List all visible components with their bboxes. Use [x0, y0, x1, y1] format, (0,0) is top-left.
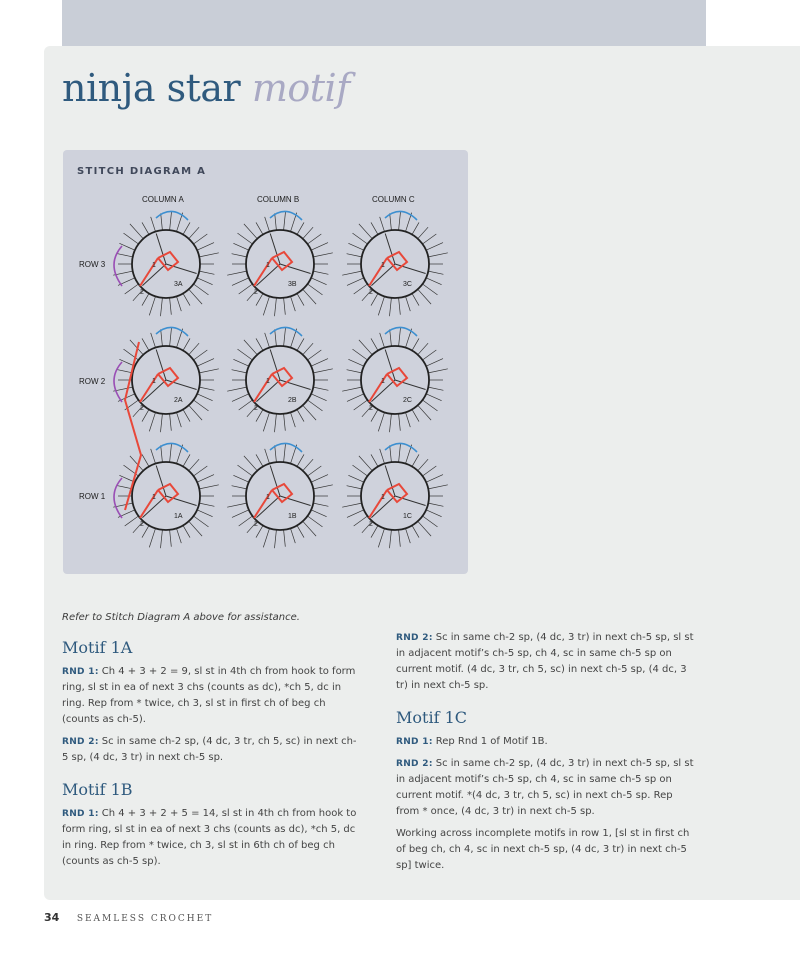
stitch-mark — [347, 394, 364, 402]
stitch-mark — [194, 284, 209, 295]
stitch-mark — [380, 217, 385, 232]
rnd-text: Sc in same ch-2 sp, (4 dc, 3 tr, ch 5, sc) in next ch-5 sp, (4 dc, 3 tr) in next ch-5 sp. — [62, 736, 357, 763]
stitch-mark — [428, 485, 448, 489]
stitch-mark — [256, 222, 263, 234]
book-title: SEAMLESS CROCHET — [76, 914, 214, 924]
stitch-mark — [428, 271, 443, 274]
stitch-mark — [423, 284, 438, 295]
stitch-mark — [199, 253, 219, 257]
stitch-mark — [423, 400, 438, 411]
rnd-text: Ch 4 + 3 + 2 + 5 = 14, sl st in 4th ch from hook to form ring, sl st in ea of next 3 chs (counts as dc), *ch 5, dc in ring. Rep from * twice, ch 3, sl st in 6th ch of beg ch (counts as ch-5 sp). — [62, 808, 357, 867]
motif-label: 3A — [174, 281, 183, 288]
stitch-mark — [347, 486, 362, 489]
stitch-mark — [189, 459, 199, 471]
stitch-mark — [125, 516, 139, 526]
motif-1c — [342, 443, 448, 548]
stitch-mark — [390, 213, 392, 230]
stitch-mark — [428, 387, 443, 390]
stitch-mark — [311, 278, 327, 285]
stitch-mark — [161, 445, 163, 462]
stitch-mark — [347, 370, 362, 373]
stitch-mark — [149, 528, 155, 547]
stitch-mark — [263, 412, 269, 431]
stitch-mark — [239, 284, 253, 294]
round-mark-1: 1 — [381, 378, 385, 385]
stitch-mark — [284, 414, 286, 431]
stitch-mark — [194, 234, 208, 244]
stitch-mark — [348, 359, 364, 366]
stitch-mark — [303, 459, 313, 471]
stitch-mark — [412, 293, 419, 305]
stitch-mark — [170, 444, 172, 462]
stitch-mark — [347, 510, 364, 518]
stitch-mark — [406, 296, 411, 311]
stitch-mark — [308, 350, 322, 360]
rnd-label: RND 2: — [396, 633, 433, 643]
round-mark-1: 1 — [266, 494, 270, 501]
stitch-mark — [297, 338, 304, 350]
chain-arc-purple — [114, 246, 122, 286]
stitch-mark — [426, 278, 442, 285]
stitch-mark — [359, 340, 372, 355]
stitch-mark — [284, 212, 286, 230]
stitch-mark — [311, 475, 328, 483]
round-mark-2: 2 — [254, 521, 258, 528]
motif-2c — [342, 327, 448, 432]
stitch-mark — [183, 409, 190, 421]
stitch-mark — [390, 530, 392, 548]
stitch-mark — [428, 253, 448, 257]
stitch-mark — [371, 338, 378, 350]
rnd-label: RND 2: — [396, 759, 433, 769]
stitch-mark — [238, 233, 253, 244]
stitch-mark — [189, 227, 199, 239]
stitch-mark — [233, 243, 249, 250]
stitch-mark — [275, 445, 277, 462]
stitch-mark — [265, 217, 270, 232]
stitch-mark — [311, 359, 328, 367]
stitch-mark — [342, 271, 362, 275]
stitch-mark — [227, 271, 247, 275]
stitch-mark — [371, 454, 378, 466]
stitch-mark — [199, 485, 219, 489]
column-label-a: COLUMN A — [142, 195, 184, 204]
motif-3a — [113, 211, 219, 316]
stitch-mark — [263, 296, 269, 315]
stitch-mark — [342, 387, 362, 391]
round-mark-2: 2 — [369, 289, 373, 296]
stitch-mark — [378, 412, 384, 431]
stitch-mark — [151, 449, 156, 464]
stitch-mark — [183, 338, 190, 350]
stitch-mark — [311, 510, 327, 517]
stitch-mark — [275, 329, 277, 346]
motif-label: 1C — [403, 513, 412, 520]
stitch-mark — [275, 213, 277, 230]
rnd-label: RND 2: — [62, 737, 99, 747]
motif-label: 2A — [174, 397, 183, 404]
stitch-mark — [342, 503, 362, 507]
motif-1a-rnd1 — [62, 664, 362, 728]
motif-3c — [342, 211, 448, 316]
stitch-mark — [311, 394, 327, 401]
motif-3b — [227, 211, 333, 316]
stitch-mark — [197, 510, 213, 517]
round-mark-2: 2 — [254, 405, 258, 412]
stitch-mark — [284, 328, 286, 346]
round-mark-2: 2 — [254, 289, 258, 296]
stitch-mark — [194, 516, 209, 527]
stitch-mark — [303, 227, 313, 239]
diagram-label: STITCH DIAGRAM A — [77, 166, 207, 177]
rnd-label: RND 1: — [62, 667, 99, 677]
stitch-mark — [233, 359, 249, 366]
round-mark-1: 1 — [152, 378, 156, 385]
stitch-mark — [256, 338, 263, 350]
stitch-mark — [311, 243, 328, 251]
rnd-label: RND 1: — [62, 809, 99, 819]
stitch-mark — [313, 271, 328, 274]
stitch-mark — [418, 343, 428, 355]
stitch-mark — [371, 222, 378, 234]
stitch-mark — [399, 328, 401, 346]
stitch-mark — [265, 449, 270, 464]
page-number: 34 — [44, 911, 60, 924]
stitch-mark — [291, 412, 296, 427]
stitch-mark — [353, 465, 368, 476]
stitch-mark — [170, 414, 172, 431]
stitch-mark — [170, 298, 172, 315]
motif-2b — [227, 327, 333, 432]
round-mark-1: 1 — [381, 262, 385, 269]
stitch-diagram — [63, 150, 468, 574]
stitch-mark — [418, 227, 428, 239]
stitch-mark — [170, 530, 172, 547]
stitch-mark — [412, 409, 419, 421]
stitch-mark — [399, 212, 401, 230]
stitch-mark — [380, 333, 385, 348]
chain-arc-purple — [114, 478, 122, 518]
stitch-mark — [189, 521, 202, 536]
round-mark-1: 1 — [266, 262, 270, 269]
motif-label: 1B — [288, 513, 297, 520]
stitch-mark — [291, 296, 296, 311]
rnd-label: RND 1: — [396, 737, 433, 747]
stitch-mark — [189, 289, 202, 304]
stitch-mark — [149, 412, 155, 431]
stitch-mark — [239, 516, 253, 526]
stitch-mark — [265, 333, 270, 348]
stitch-mark — [232, 510, 249, 518]
stitch-mark — [170, 212, 172, 230]
stitch-mark — [423, 466, 437, 476]
stitch-mark — [194, 466, 208, 476]
stitch-mark — [428, 503, 443, 506]
stitch-mark — [347, 278, 364, 286]
motif-1b-heading: Motif 1B — [62, 780, 133, 799]
stitch-mark — [256, 454, 263, 466]
stitch-mark — [197, 475, 214, 483]
column-label-b: COLUMN B — [257, 195, 300, 204]
stitch-mark — [412, 338, 419, 350]
stitch-mark — [125, 284, 139, 294]
stitch-mark — [197, 278, 213, 285]
stitch-mark — [199, 369, 219, 373]
stitch-mark — [418, 289, 431, 304]
stitch-mark — [378, 528, 384, 547]
stitch-mark — [297, 293, 304, 305]
stitch-mark — [238, 349, 253, 360]
stitch-mark — [426, 394, 442, 401]
round-mark-2: 2 — [140, 405, 144, 412]
stitch-mark — [297, 454, 304, 466]
stitch-mark — [308, 516, 323, 527]
stitch-mark — [130, 224, 143, 239]
stitch-mark — [142, 454, 149, 466]
stitch-mark — [313, 503, 328, 506]
stitch-mark — [303, 289, 316, 304]
stitch-mark — [390, 329, 392, 346]
stitch-mark — [177, 412, 182, 427]
stitch-mark — [359, 456, 372, 471]
stitch-mark — [303, 521, 316, 536]
stitch-mark — [142, 338, 149, 350]
stitch-mark — [390, 414, 392, 432]
stitch-mark — [308, 234, 322, 244]
round-mark-2: 2 — [140, 521, 144, 528]
stitch-mark — [275, 414, 277, 432]
stitch-mark — [197, 243, 214, 251]
stitch-mark — [161, 414, 163, 432]
stitch-mark — [161, 329, 163, 346]
stitch-mark — [149, 296, 155, 315]
rnd-text: Sc in same ch-2 sp, (4 dc, 3 tr) in next ch-5 sp, sl st in adjacent motif’s ch-5 sp, ch 4, sc in same ch-5 sp on current motif. *(4 dc, 3 tr, ch 5, sc) in next ch-5 sp. Rep from * once, (4 dc, 3 tr) in next ch-5 sp. — [396, 758, 694, 817]
stitch-mark — [308, 284, 323, 295]
stitch-mark — [399, 414, 401, 431]
diagram-caption: Refer to Stitch Diagram A above for assistance. — [62, 612, 300, 623]
stitch-mark — [359, 224, 372, 239]
stitch-mark — [423, 350, 437, 360]
stitch-mark — [406, 412, 411, 427]
stitch-mark — [183, 293, 190, 305]
stitch-mark — [313, 369, 333, 373]
round-mark-1: 1 — [266, 378, 270, 385]
stitch-mark — [308, 400, 323, 411]
stitch-mark — [426, 510, 442, 517]
row-label-1: ROW 1 — [79, 492, 106, 501]
motif-1c-rnd2 — [396, 756, 696, 820]
stitch-mark — [406, 528, 411, 543]
chain-arc-purple — [114, 362, 122, 402]
stitch-mark — [399, 444, 401, 462]
stitch-mark — [244, 340, 257, 355]
stitch-mark — [232, 394, 249, 402]
stitch-mark — [232, 254, 247, 257]
stitch-mark — [399, 298, 401, 315]
stitch-mark — [161, 213, 163, 230]
round-mark-1: 1 — [152, 262, 156, 269]
motif-1a-heading: Motif 1A — [62, 638, 133, 657]
stitch-mark — [177, 296, 182, 311]
row-label-3: ROW 3 — [79, 260, 106, 269]
motif-1b-rnd1 — [62, 806, 362, 870]
stitch-mark — [380, 449, 385, 464]
page-title — [62, 66, 350, 110]
stitch-mark — [233, 475, 249, 482]
stitch-mark — [161, 530, 163, 548]
stitch-mark — [124, 233, 139, 244]
stitch-mark — [197, 394, 213, 401]
motif-label: 1A — [174, 513, 183, 520]
stitch-mark — [418, 459, 428, 471]
stitch-mark — [426, 359, 443, 367]
stitch-mark — [118, 370, 133, 373]
stitch-mark — [183, 525, 190, 537]
stitch-mark — [199, 503, 214, 506]
stitch-mark — [284, 298, 286, 315]
stitch-mark — [284, 444, 286, 462]
motif-label: 3B — [288, 281, 297, 288]
stitch-mark — [297, 525, 304, 537]
stitch-mark — [303, 343, 313, 355]
stitch-mark — [189, 343, 199, 355]
stitch-mark — [348, 243, 364, 250]
stitch-mark — [313, 387, 328, 390]
stitch-mark — [412, 525, 419, 537]
stitch-mark — [426, 475, 443, 483]
stitch-mark — [423, 234, 437, 244]
motif-1b — [227, 443, 333, 548]
instructions-right-column — [396, 630, 696, 880]
stitch-mark — [177, 528, 182, 543]
motif-1a-rnd2 — [62, 734, 362, 766]
title-accent: motif — [251, 66, 350, 110]
stitch-mark — [199, 387, 214, 390]
stitch-mark — [353, 349, 368, 360]
stitch-mark — [151, 217, 156, 232]
stitch-mark — [313, 253, 333, 257]
round-mark-2: 2 — [369, 405, 373, 412]
stitch-mark — [183, 222, 190, 234]
instructions-left-column — [62, 638, 362, 876]
stitch-mark — [227, 387, 247, 391]
stitch-mark — [142, 222, 149, 234]
row-join-chain — [125, 342, 141, 510]
stitch-mark — [183, 454, 190, 466]
motif-label: 2B — [288, 397, 297, 404]
stitch-mark — [418, 521, 431, 536]
stitch-mark — [348, 475, 364, 482]
stitch-mark — [232, 370, 247, 373]
motif-1c-heading: Motif 1C — [396, 708, 467, 727]
stitch-mark — [390, 445, 392, 462]
stitch-mark — [354, 284, 368, 294]
rnd-text: Rep Rnd 1 of Motif 1B. — [435, 736, 548, 747]
stitch-mark — [263, 528, 269, 547]
round-mark-1: 1 — [381, 494, 385, 501]
round-mark-2: 2 — [369, 521, 373, 528]
stitch-mark — [418, 405, 431, 420]
stitch-mark — [227, 503, 247, 507]
stitch-mark — [194, 350, 208, 360]
stitch-mark — [284, 530, 286, 547]
stitch-mark — [275, 530, 277, 548]
stitch-mark — [244, 224, 257, 239]
title-main: ninja star — [62, 66, 241, 110]
stitch-mark — [161, 298, 163, 316]
motif-1c-rnd1 — [396, 734, 696, 750]
motif-1b-rnd2 — [396, 630, 696, 694]
stitch-mark — [303, 405, 316, 420]
stitch-mark — [378, 296, 384, 315]
stitch-mark — [426, 243, 443, 251]
stitch-mark — [238, 465, 253, 476]
stitch-mark — [399, 530, 401, 547]
stitch-mark — [313, 485, 333, 489]
stitch-mark — [194, 400, 209, 411]
rnd-text: Sc in same ch-2 sp, (4 dc, 3 tr) in next ch-5 sp, sl st in adjacent motif’s ch-5 sp, ch 4, sc in same ch-5 sp on current motif. (4 dc, 3 tr, ch 5, sc) in next ch-5 sp, (4 dc, 3 tr) in next ch-5 sp. — [396, 632, 694, 691]
stitch-mark — [244, 456, 257, 471]
stitch-mark — [291, 528, 296, 543]
stitch-mark — [151, 333, 156, 348]
stitch-mark — [239, 400, 253, 410]
stitch-mark — [118, 254, 133, 257]
stitch-mark — [428, 369, 448, 373]
motif-1c-working-note: Working across incomplete motifs in row 1, [sl st in first ch of beg ch, ch 4, sc in next ch-5 sp, (4 dc, 3 tr) in next ch-5 sp] twice. — [396, 828, 690, 871]
stitch-mark — [232, 486, 247, 489]
stitch-mark — [423, 516, 438, 527]
header-band — [62, 0, 706, 46]
stitch-mark — [199, 271, 214, 274]
stitch-mark — [189, 405, 202, 420]
stitch-mark — [197, 359, 214, 367]
rnd-text: Ch 4 + 3 + 2 = 9, sl st in 4th ch from hook to form ring, sl st in ea of next 3 chs (counts as dc), *ch 5, dc in ring. Rep from * twice, ch 3, sl st in first ch of beg ch (counts as ch-5). — [62, 666, 356, 725]
stitch-mark — [308, 466, 322, 476]
stitch-mark — [412, 222, 419, 234]
stitch-mark — [347, 254, 362, 257]
column-label-c: COLUMN C — [372, 195, 415, 204]
stitch-mark — [297, 222, 304, 234]
page-footer — [44, 911, 213, 924]
stitch-mark — [412, 454, 419, 466]
stitch-mark — [170, 328, 172, 346]
motif-label: 3C — [403, 281, 412, 288]
stitch-mark — [390, 298, 392, 316]
stitch-mark — [354, 400, 368, 410]
motif-label: 2C — [403, 397, 412, 404]
round-mark-2: 2 — [140, 289, 144, 296]
stitch-mark — [353, 233, 368, 244]
round-mark-1: 1 — [152, 494, 156, 501]
stitch-mark — [232, 278, 249, 286]
row-label-2: ROW 2 — [79, 377, 106, 386]
stitch-mark — [297, 409, 304, 421]
stitch-mark — [275, 298, 277, 316]
stitch-mark — [354, 516, 368, 526]
